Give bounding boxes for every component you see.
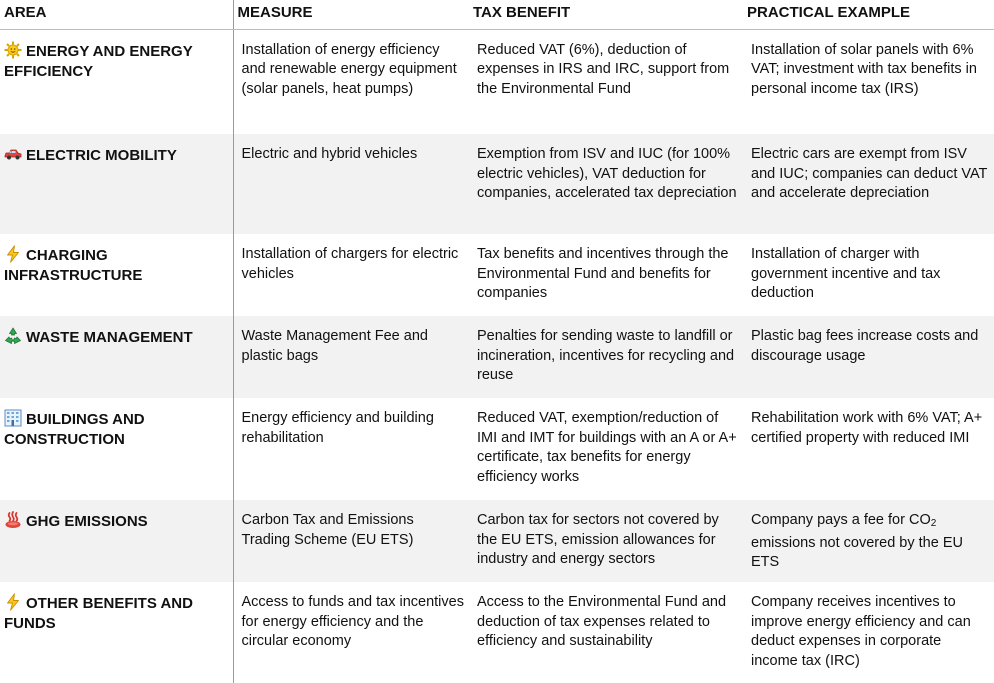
measure-cell: Access to funds and tax incentives for energy efficiency and the circular economy [241,594,464,649]
measure-cell: Energy efficiency and building rehabilitation [241,410,434,446]
car-icon [4,145,22,163]
area-cell [0,134,233,234]
tax-benefit-cell: Penalties for sending waste to landfill or incineration, incentives for recycling and reuse [469,316,743,398]
example-cell: Plastic bag fees increase costs and discourage usage [743,316,994,398]
measure-cell: Carbon Tax and Emissions Trading Scheme (EU ETS) [233,500,469,582]
area-cell [0,234,233,316]
header-measure: MEASURE [233,0,469,29]
lightning-icon [4,245,22,263]
measure-cell: Waste Management Fee and plastic bags [233,316,469,398]
table-row [0,582,994,683]
example-cell [743,500,994,582]
area-cell [0,316,233,398]
building-icon [4,409,22,427]
header-area: AREA [0,0,233,29]
tax-benefit-cell: Access to the Environmental Fund and deduction of tax expenses related to efficiency and sustainability [477,594,727,649]
area-cell [0,29,233,134]
area-label: CHARGING INFRASTRUCTURE [4,247,143,284]
area-cell [0,398,233,500]
example-cell: Rehabilitation work with 6% VAT; A+ certified property with reduced IMI [751,410,983,446]
area-cell [0,582,233,683]
header-row [0,0,994,29]
example-cell: Electric cars are exempt from ISV and IUC; companies can deduct VAT and accelerate depreciation [743,134,994,234]
header-tax-benefit: TAX BENEFIT [469,0,743,29]
example-text: Company pays a fee for CO [751,512,931,528]
area-label: BUILDINGS AND CONSTRUCTION [4,411,145,448]
recycle-icon [4,327,22,345]
example-cell: Installation of solar panels with 6% VAT; investment with tax benefits in personal income tax (IRS) [751,41,977,97]
table-row [0,500,994,582]
example-cell: Installation of charger with government incentive and tax deduction [751,246,941,301]
example-text: emissions not covered by the EU ETS [751,534,963,570]
example-subscript: 2 [930,518,937,529]
area-label: ELECTRIC MOBILITY [26,147,177,164]
area-label: ENERGY AND ENERGY EFFICIENCY [4,42,193,80]
table-row [0,29,994,134]
tax-benefit-cell: Reduced VAT, exemption/reduction of IMI and IMT for buildings with an A or A+ certificate, tax benefits for energy efficiency works [477,410,737,485]
area-cell [0,500,233,582]
area-label: WASTE MANAGEMENT [26,329,193,346]
header-example: PRACTICAL EXAMPLE [743,0,994,29]
tax-benefit-cell: Carbon tax for sectors not covered by the EU ETS, emission allowances for industry and energy sectors [469,500,743,582]
hot-springs-icon [4,511,22,529]
tax-benefit-cell: Reduced VAT (6%), deduction of expenses in IRS and IRC, support from the Environmental Fund [477,41,730,97]
measure-cell: Electric and hybrid vehicles [233,134,469,234]
example-cell: Company receives incentives to improve energy efficiency and can deduct expenses in corporate income tax (IRC) [751,594,971,669]
measure-cell: Installation of chargers for electric vehicles [241,246,459,282]
area-label: GHG EMISSIONS [26,513,148,530]
tax-benefit-cell: Tax benefits and incentives through the Environmental Fund and benefits for companies [477,246,729,301]
sun-icon [4,41,22,59]
table-row [0,316,994,398]
area-label: OTHER BENEFITS AND FUNDS [4,595,193,632]
table-row [0,234,994,316]
measure-cell: Installation of energy efficiency and renewable energy equipment (solar panels, heat pumps) [241,41,457,97]
lightning-icon [4,593,22,611]
tax-benefit-cell: Exemption from ISV and IUC (for 100% electric vehicles), VAT deduction for companies, accelerated tax depreciation [469,134,743,234]
table-row [0,398,994,500]
table-row [0,134,994,234]
